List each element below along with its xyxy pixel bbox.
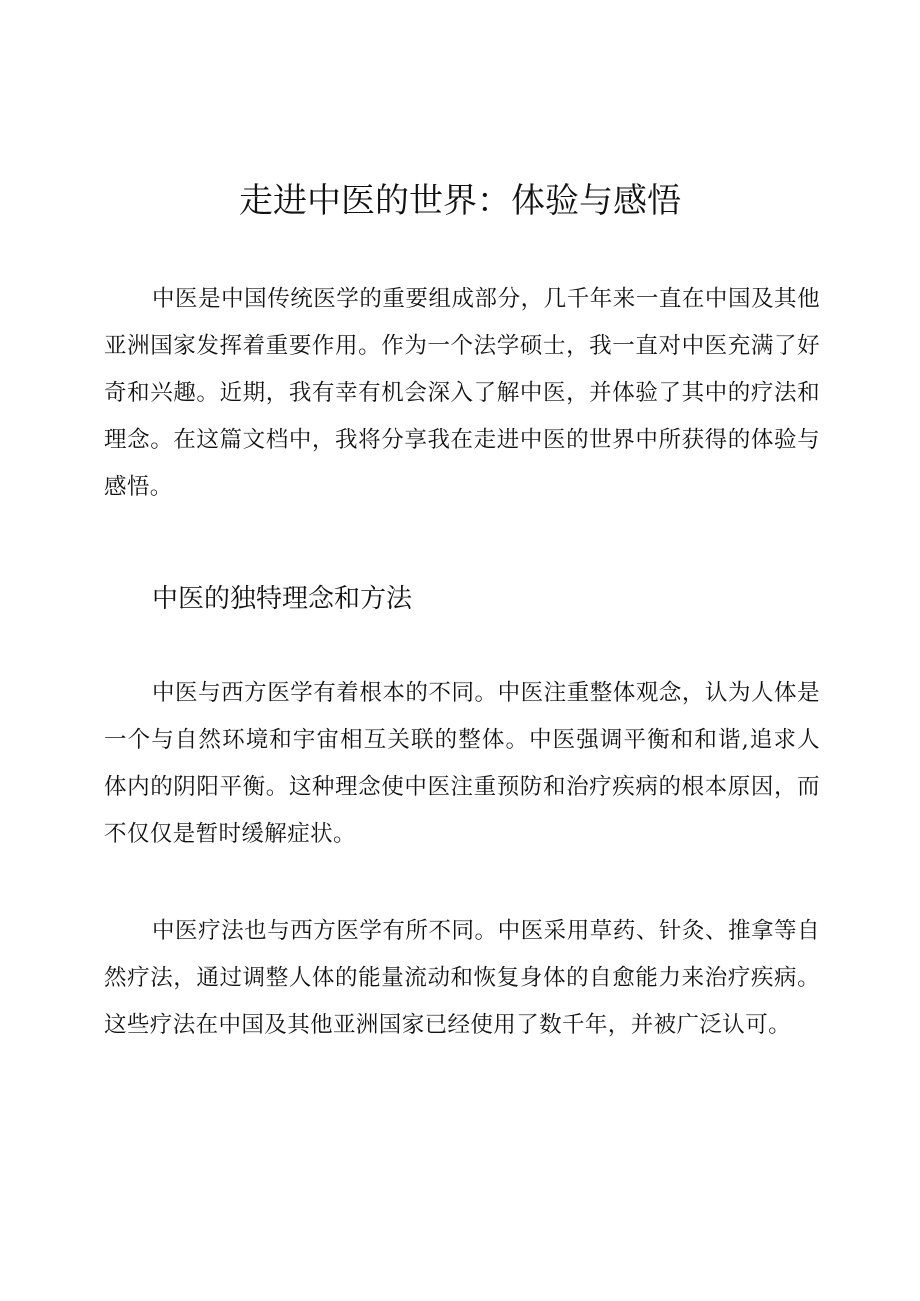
document-title: 走进中医的世界：体验与感悟	[239, 181, 681, 221]
intro-paragraph: 中医是中国传统医学的重要组成部分，几千年来一直在中国及其他亚洲国家发挥着重要作用。作为一个法学硕士，我一直对中医充满了好奇和兴趣。近期，我有幸有机会深入了解中医，并体验了其中的疗法和理念。在这篇文档中，我将分享我在走进中医的世界中所获得的体验与感悟。	[104, 286, 820, 500]
section-heading: 中医的独特理念和方法	[152, 584, 413, 614]
section-paragraph-1: 中医与西方医学有着根本的不同。中医注重整体观念，认为人体是一个与自然环境和宇宙相互关联的整体。中医强调平衡和和谐,追求人体内的阴阳平衡。这种理念使中医注重预防和治疗疾病的根本原因，而不仅仅是暂时缓解症状。	[104, 680, 820, 847]
section-paragraph-2: 中医疗法也与西方医学有所不同。中医采用草药、针灸、推拿等自然疗法，通过调整人体的能量流动和恢复身体的自愈能力来治疗疾病。这些疗法在中国及其他亚洲国家已经使用了数千年，并被广泛认可。	[104, 918, 820, 1038]
